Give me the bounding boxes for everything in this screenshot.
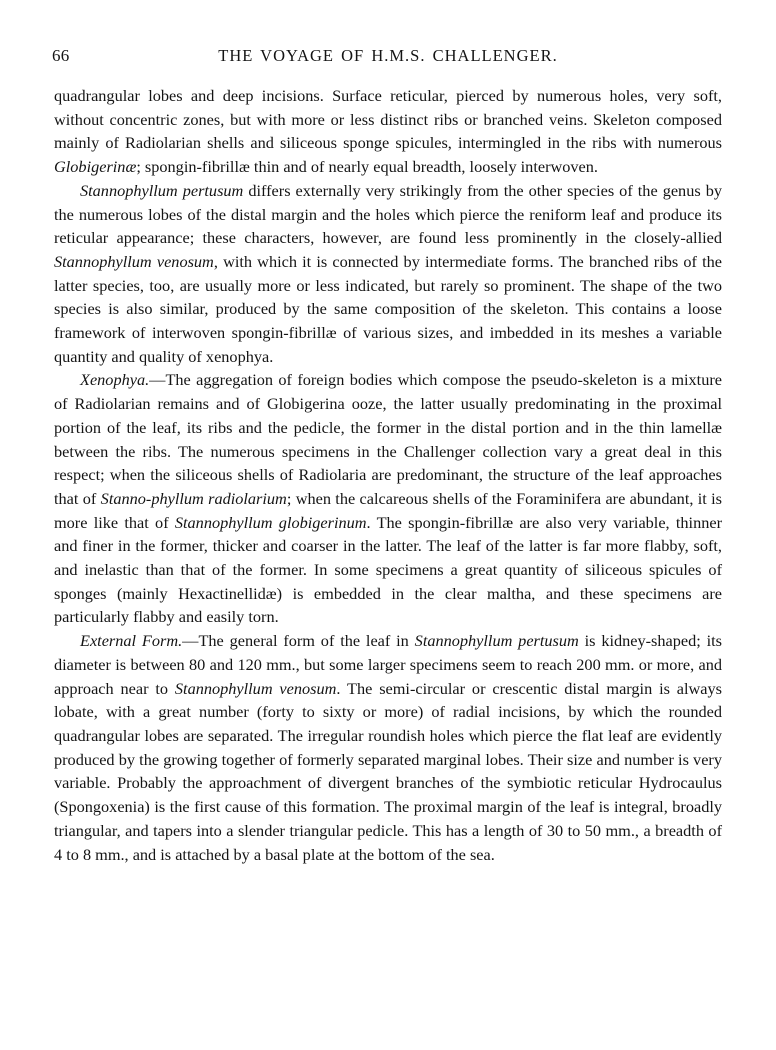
text-run: —The aggregation of foreign bodies which compose the pseudo-skeleton is a mixture of Radiolarian remains and of Globigerina ooze, the latter usually predominating in the proximal portion of the leaf, its ribs and the pedicle, the former in the distal portion and in the thin lamellæ between the ribs. The numerous specimens in the Challenger collection vary a great deal in this respect; when the siliceous shells of Radiolaria are predominant, the structure of the leaf approaches that of	[54, 370, 722, 508]
body-text	[54, 84, 722, 866]
italic-term: Stanno-phyllum radiolarium	[100, 488, 287, 508]
text-run: . The semi-circular or crescentic distal margin is always lobate, with a great number (forty to sixty or more) of radial incisions, by which the rounded quadrangular lobes are separated. The irregular roundish holes which pierce the flat leaf are evidently produced by the growing together of formerly separated marginal lobes. Their size and number is very variable. Probably the approachment of divergent branches of the symbiotic reticular Hydrocaulus (Spongoxenia) is the first cause of this formation. The proximal margin of the leaf is integral, broadly triangular, and tapers into a slender triangular pedicle. This has a length of 30 to 50 mm., a breadth of 4 to 8 mm., and is attached by a basal plate at the bottom of the sea.	[54, 678, 722, 864]
text-run: —The general form of the leaf in	[182, 631, 415, 651]
text-run: ; spongin-fibrillæ thin and of nearly equal breadth, loosely interwoven.	[136, 157, 598, 177]
italic-term: Stannophyllum pertusum	[414, 631, 579, 651]
text-run: quadrangular lobes and deep incisions. Surface reticular, pierced by numerous holes, very soft, without concentric zones, but with more or less distinct ribs or branched veins. Skeleton composed mainly of Radiolarian shells and siliceous sponge spicules, intermingled in the ribs with numerous	[54, 86, 722, 153]
italic-term: Stannophyllum venosum	[174, 678, 337, 698]
paragraph-2	[54, 179, 722, 369]
paragraph-4	[54, 629, 722, 866]
italic-term: Stannophyllum venosum	[54, 251, 214, 271]
running-head: THE VOYAGE OF H.M.S. CHALLENGER.	[218, 46, 558, 65]
text-run: , with which it is connected by intermediate forms. The branched ribs of the latter species, too, are usually more or less indicated, but rarely so prominent. The shape of the two species is also similar, produced by the same composition of the skeleton. This contains a loose framework of interwoven spongin-fibrillæ of various sizes, and imbedded in its meshes a variable quantity and quality of xenophya.	[54, 251, 722, 366]
paragraph-3	[54, 368, 722, 629]
paragraph-1	[54, 84, 722, 179]
page-header	[46, 40, 730, 74]
italic-term: External Form.	[80, 631, 183, 651]
text-run: ; when the calcareous shells of the Foraminifera are abundant, it is more like that of	[54, 488, 723, 532]
italic-term: Stannophyllum globigerinum	[174, 512, 367, 532]
italic-term: Globigerinæ	[54, 157, 137, 177]
text-run: differs externally very strikingly from the other species of the genus by the numerous lobes of the distal margin and the holes which pierce the reniform leaf and produce its reticular appearance; these characters, however, are found less prominently in the closely-allied	[54, 180, 722, 248]
text-run: . The spongin-fibrillæ are also very variable, thinner and finer in the former, thicker and coarser in the latter. The leaf of the latter is far more flabby, soft, and inelastic than that of the former. In some specimens a great quantity of siliceous spicules of sponges (mainly Hexactinellidæ) is embedded in the clear maltha, and these specimens are particularly flabby and easily torn.	[54, 512, 722, 627]
italic-term: Xenophya.	[80, 370, 150, 390]
text-run: is kidney-shaped; its diameter is between 80 and 120 mm., but some larger specimens seem to reach 200 mm. or more, and approach near to	[54, 631, 723, 698]
page-number: 66	[52, 46, 70, 65]
italic-term: Stannophyllum pertusum	[80, 180, 244, 200]
